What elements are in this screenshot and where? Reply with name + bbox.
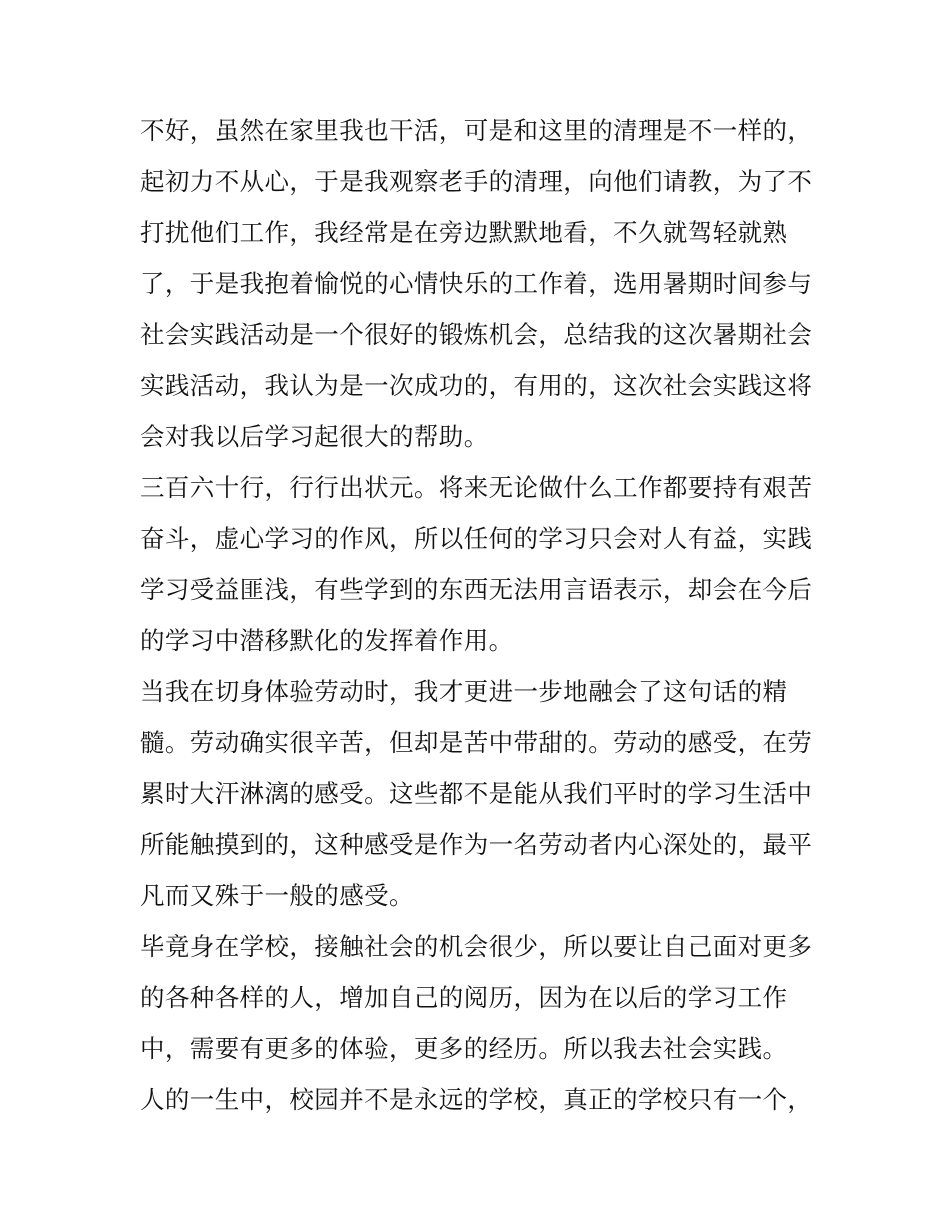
text-line: 毕竟身在学校，接触社会的机会很少，所以要让自己面对更多: [140, 932, 813, 961]
document-body: [140, 105, 820, 1125]
text-line: 的各种各样的人，增加自己的阅历，因为在以后的学习工作: [140, 983, 788, 1012]
text-line: 三百六十行，行行出状元。将来无论做什么工作都要持有艰苦: [140, 473, 813, 502]
text-line: 学习受益匪浅，有些学到的东西无法用言语表示，却会在今后: [140, 575, 813, 604]
text-line: 凡而又殊于一般的感受。: [140, 881, 414, 910]
text-line: 了，于是我抱着愉悦的心情快乐的工作着，选用暑期时间参与: [140, 269, 813, 298]
text-line: 人的一生中，校园并不是永远的学校，真正的学校只有一个，: [140, 1085, 813, 1114]
text-line: 不好，虽然在家里我也干活，可是和这里的清理是不一样的，: [140, 116, 813, 145]
text-line: 的学习中潜移默化的发挥着作用。: [140, 626, 514, 655]
text-line: 所能触摸到的，这种感受是作为一名劳动者内心深处的，最平: [140, 830, 813, 859]
text-line: 打扰他们工作，我经常是在旁边默默地看，不久就驾轻就熟: [140, 218, 788, 247]
text-line: 起初力不从心，于是我观察老手的清理，向他们请教，为了不: [140, 167, 813, 196]
text-line: 奋斗，虚心学习的作风，所以任何的学习只会对人有益，实践: [140, 524, 813, 553]
text-line: 中，需要有更多的体验，更多的经历。所以我去社会实践。: [140, 1034, 788, 1063]
text-line: 社会实践活动是一个很好的锻炼机会，总结我的这次暑期社会: [140, 320, 813, 349]
text-line: 当我在切身体验劳动时，我才更进一步地融会了这句话的精: [140, 677, 788, 706]
text-line: 髓。劳动确实很辛苦，但却是苦中带甜的。劳动的感受，在劳: [140, 728, 813, 757]
text-line: 会对我以后学习起很大的帮助。: [140, 422, 489, 451]
text-line: 实践活动，我认为是一次成功的，有用的，这次社会实践这将: [140, 371, 813, 400]
text-line: 累时大汗淋漓的感受。这些都不是能从我们平时的学习生活中: [140, 779, 813, 808]
